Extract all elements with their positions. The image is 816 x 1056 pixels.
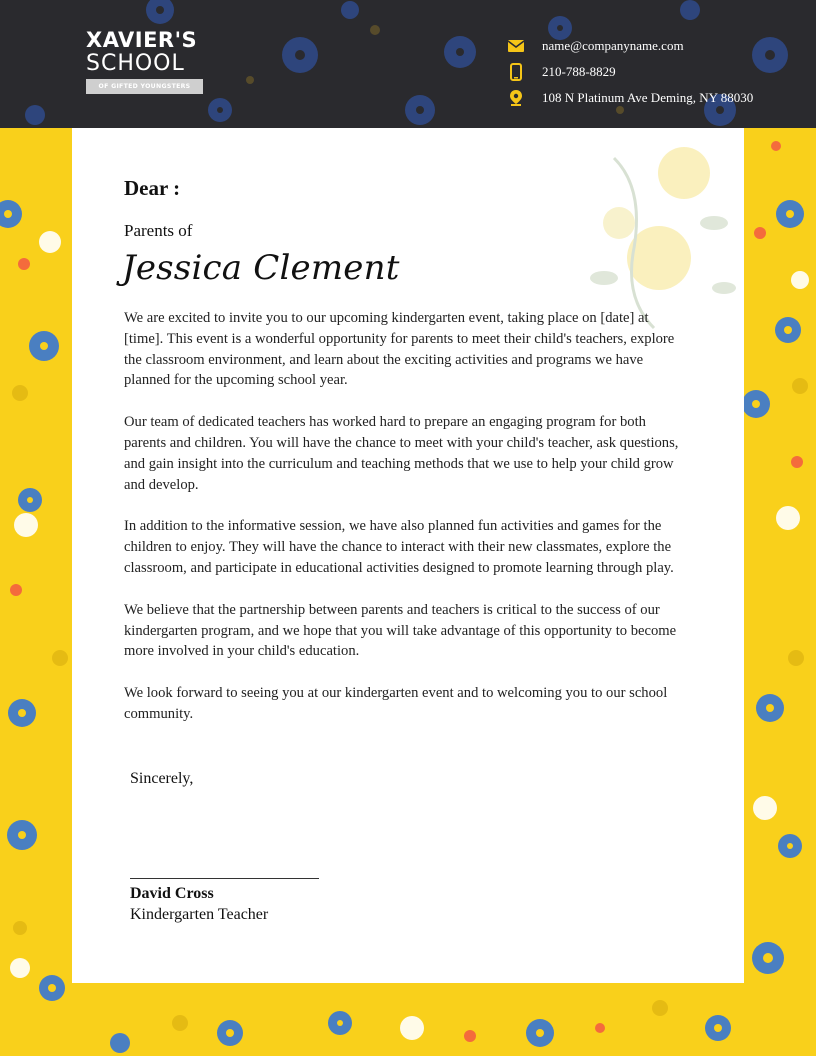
recipient-prefix: Parents of xyxy=(124,221,193,240)
logo-line-2: SCHOOL xyxy=(86,51,185,76)
phone-icon xyxy=(508,63,524,81)
body-paragraph: We look forward to seeing you at our kindergarten event and to welcoming you to our school community. xyxy=(124,685,668,722)
contact-email-row xyxy=(508,33,753,59)
letterhead-header xyxy=(0,0,816,128)
body-paragraph: Our team of dedicated teachers has worked hard to prepare an engaging program for both parents and children. You will have the chance to meet with your child's teacher, ask questions, and gain insight into the curriculum and teaching methods that we use to help your child grow and develop. xyxy=(124,414,679,493)
school-logo xyxy=(86,28,204,94)
contact-info xyxy=(508,33,753,111)
closing: Sincerely, xyxy=(130,770,194,787)
signature-line xyxy=(130,878,319,879)
contact-email[interactable]: name@companyname.com xyxy=(542,38,684,53)
contact-phone[interactable]: 210-788-8829 xyxy=(542,64,616,79)
rose-watermark xyxy=(574,128,744,338)
salutation: Dear : xyxy=(124,176,181,200)
contact-address[interactable]: 108 N Platinum Ave Deming, NY 88030 xyxy=(542,90,754,105)
signer-title: Kindergarten Teacher xyxy=(130,906,269,923)
body-paragraph: We believe that the partnership between parents and teachers is critical to the success of our kindergarten program, and we hope that you will take advantage of this opportunity to become more involved in your child's education. xyxy=(124,601,677,660)
body-paragraph: In addition to the informative session, we have also planned fun activities and games for the children to enjoy. They will have the chance to interact with their new classmates, explore the classroom, and participate in educational activities designed to promote learning through play. xyxy=(124,518,674,576)
contact-address-row xyxy=(508,85,753,111)
logo-tagline: OF GIFTED YOUNGSTERS xyxy=(86,79,203,94)
contact-phone-row xyxy=(508,59,753,85)
body-paragraph: We are excited to invite you to our upcoming kindergarten event, taking place on [date] at [time]. This event is a wonderful opportunity for parents to meet their child's teachers, explore the classroom environment, and learn about the exciting activities and programs we have planned for the upcoming school year. xyxy=(124,310,675,389)
child-name: Jessica Clement xyxy=(122,248,400,288)
signer-name: David Cross xyxy=(130,885,214,902)
letter-body xyxy=(124,308,680,746)
letter-page xyxy=(72,128,744,983)
logo-line-1: XAVIER'S xyxy=(86,28,198,52)
location-pin-icon xyxy=(508,89,524,107)
envelope-icon xyxy=(508,37,524,55)
